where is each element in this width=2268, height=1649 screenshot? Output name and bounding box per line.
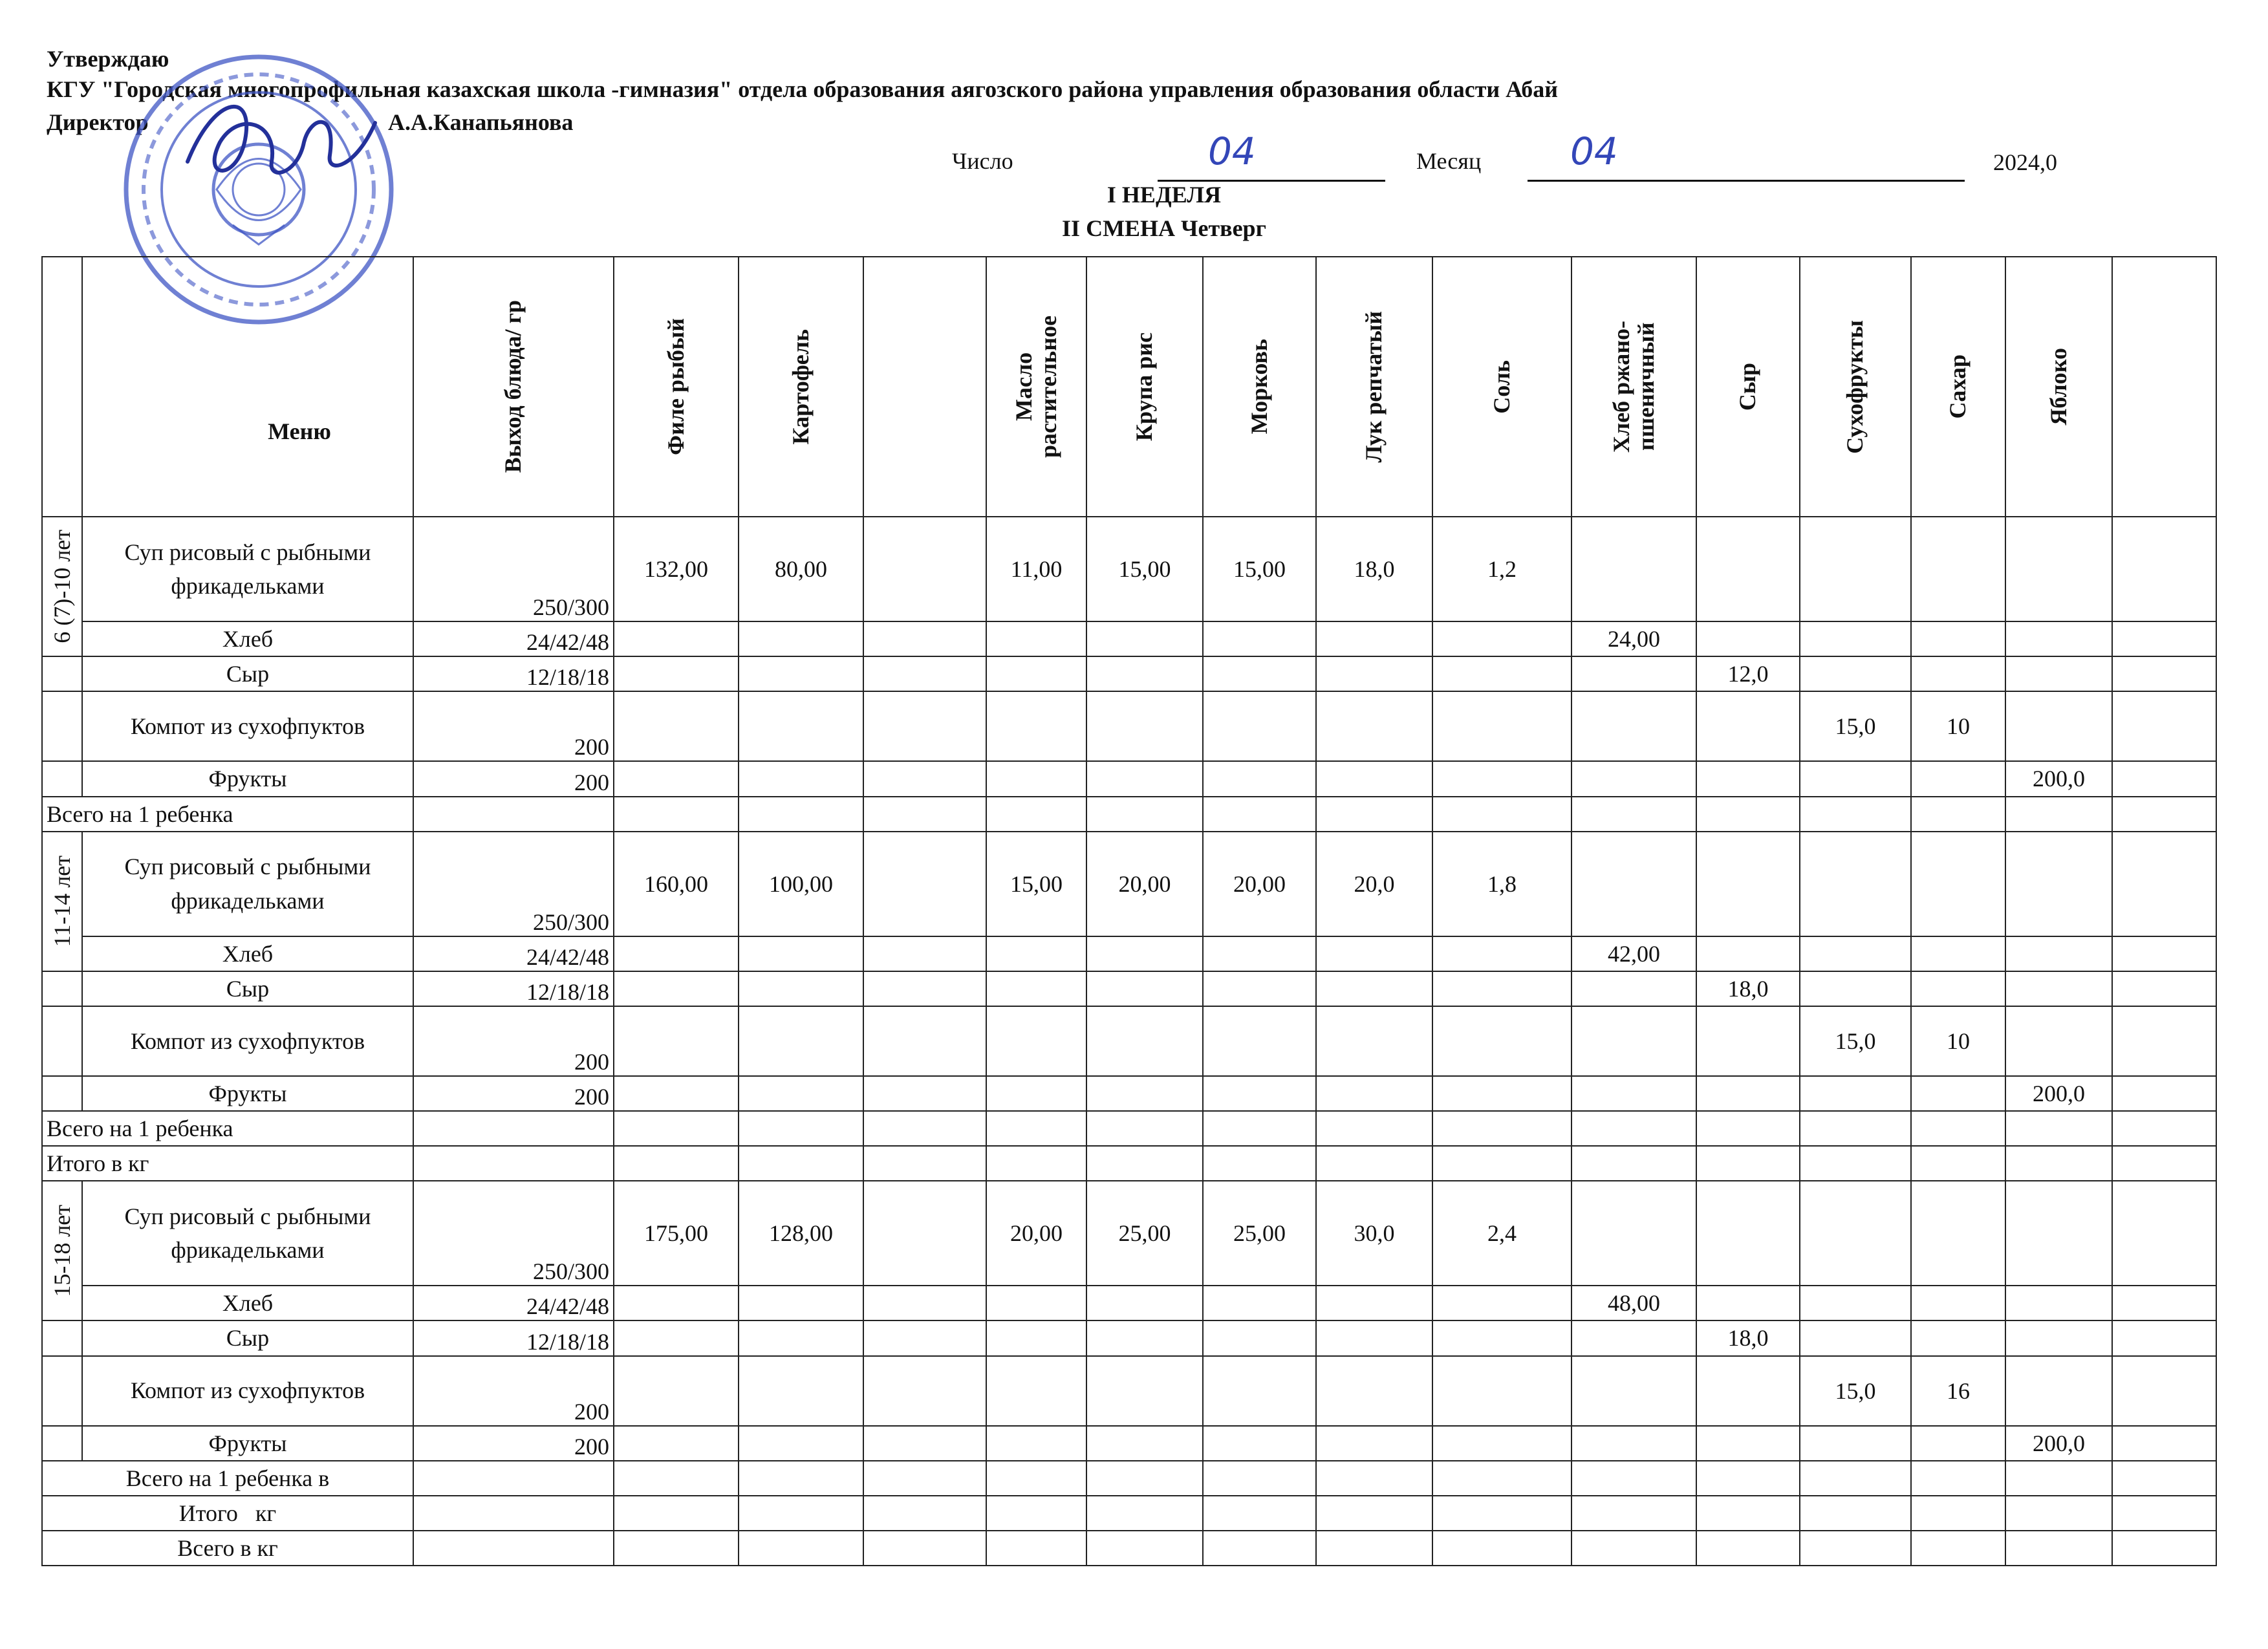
col-vegetable-oil: Масло растительное xyxy=(1010,315,1061,458)
cell-value: 2,4 xyxy=(1432,1181,1571,1286)
cell-value: 15,00 xyxy=(1086,517,1203,621)
table-row xyxy=(42,1461,2216,1496)
table-row xyxy=(42,1286,2216,1320)
dish-output: 200 xyxy=(413,1426,614,1461)
grand-total-kg: Всего в кг xyxy=(42,1531,413,1566)
cell-value: 20,00 xyxy=(1086,832,1203,936)
dish-name: Хлеб xyxy=(82,936,413,971)
col-sugar: Сахар xyxy=(1945,354,1971,419)
table-row xyxy=(42,621,2216,656)
table-row xyxy=(42,761,2216,796)
day-value: 04 xyxy=(1208,129,1256,173)
dish-name: Фрукты xyxy=(82,761,413,796)
dish-name: Сыр xyxy=(82,1320,413,1355)
month-underline xyxy=(1528,180,1965,182)
dish-name: Суп рисовый с рыбными фрикадельками xyxy=(82,517,413,621)
cell-value: 128,00 xyxy=(739,1181,863,1286)
cell-value: 12,0 xyxy=(1696,656,1800,691)
month-value: 04 xyxy=(1570,129,1618,173)
table-row xyxy=(42,1426,2216,1461)
cell-value: 16 xyxy=(1911,1356,2005,1426)
output-header: Выход блюда/ гр xyxy=(500,300,526,473)
cell-value: 10 xyxy=(1911,691,2005,761)
dish-output: 250/300 xyxy=(413,832,614,936)
cell-value: 15,00 xyxy=(986,832,1086,936)
cell-value: 42,00 xyxy=(1571,936,1696,971)
table-row xyxy=(42,1356,2216,1426)
col-cheese: Сыр xyxy=(1734,362,1761,411)
dish-output: 200 xyxy=(413,1076,614,1111)
cell-value: 1,8 xyxy=(1432,832,1571,936)
age-header xyxy=(42,257,82,517)
menu-header: Меню xyxy=(268,418,331,444)
dish-name: Компот из сухофпуктов xyxy=(82,691,413,761)
cell-value: 30,0 xyxy=(1316,1181,1432,1286)
table-row xyxy=(42,691,2216,761)
age-group-label: 15-18 лет xyxy=(49,1204,75,1297)
table-row xyxy=(42,1111,2216,1146)
header-row xyxy=(42,257,2216,517)
dish-name: Сыр xyxy=(82,656,413,691)
cell-value: 200,0 xyxy=(2005,1426,2112,1461)
cell-value: 18,0 xyxy=(1316,517,1432,621)
cell-value: 24,00 xyxy=(1571,621,1696,656)
dish-name: Компот из сухофпуктов xyxy=(82,1006,413,1076)
cell-value: 15,0 xyxy=(1800,1356,1911,1426)
cell-value: 25,00 xyxy=(1203,1181,1316,1286)
total-per-child: Всего на 1 ребенка xyxy=(42,1111,413,1146)
col-fish-fillet: Филе рыбый xyxy=(662,318,689,455)
col-onion: Лук репчатый xyxy=(1361,310,1387,463)
handwritten-signature-icon xyxy=(175,84,388,194)
table-row xyxy=(42,1181,2216,1286)
menu-table xyxy=(41,256,2217,1566)
cell-value: 10 xyxy=(1911,1006,2005,1076)
cell-value: 132,00 xyxy=(614,517,739,621)
cell-value: 15,00 xyxy=(1203,517,1316,621)
col-rice: Крупа рис xyxy=(1131,332,1158,442)
table-row xyxy=(42,517,2216,621)
table-row xyxy=(42,1531,2216,1566)
table-row xyxy=(42,656,2216,691)
cell-value: 200,0 xyxy=(2005,1076,2112,1111)
dish-name: Фрукты xyxy=(82,1076,413,1111)
dish-output: 24/42/48 xyxy=(413,621,614,656)
dish-output: 250/300 xyxy=(413,517,614,621)
cell-value: 11,00 xyxy=(986,517,1086,621)
cell-value: 80,00 xyxy=(739,517,863,621)
dish-output: 24/42/48 xyxy=(413,936,614,971)
table-row xyxy=(42,1076,2216,1111)
col-potato: Картофель xyxy=(787,329,814,445)
cell-value: 175,00 xyxy=(614,1181,739,1286)
dish-name: Компот из сухофпуктов xyxy=(82,1356,413,1426)
month-label: Месяц xyxy=(1416,148,1482,174)
cell-value: 20,0 xyxy=(1316,832,1432,936)
total-kg-footer: Итого кг xyxy=(42,1496,413,1531)
table-row xyxy=(42,936,2216,971)
col-rye-bread: Хлеб ржано-пшеничный xyxy=(1608,320,1659,453)
total-per-child-footer: Всего на 1 ребенка в xyxy=(42,1461,413,1496)
table-row xyxy=(42,832,2216,936)
cell-value: 25,00 xyxy=(1086,1181,1203,1286)
organization-line: КГУ "Городская многопрофильная казахская школа -гимназия" отдела образования аягозского района управления образования области Абай xyxy=(47,76,1559,102)
table-row xyxy=(42,1320,2216,1355)
total-in-kg: Итого в кг xyxy=(42,1146,413,1181)
cell-value: 160,00 xyxy=(614,832,739,936)
cell-value: 18,0 xyxy=(1696,1320,1800,1355)
dish-name: Фрукты xyxy=(82,1426,413,1461)
table-row xyxy=(42,1006,2216,1076)
dish-output: 200 xyxy=(413,761,614,796)
shift-title: II СМЕНА Четверг xyxy=(1062,215,1266,241)
total-per-child: Всего на 1 ребенка xyxy=(42,797,413,832)
cell-value: 1,2 xyxy=(1432,517,1571,621)
dish-output: 200 xyxy=(413,691,614,761)
dish-name: Хлеб xyxy=(82,621,413,656)
table-row xyxy=(42,1496,2216,1531)
dish-name: Суп рисовый с рыбными фрикадельками xyxy=(82,832,413,936)
table-row xyxy=(42,971,2216,1006)
table-row xyxy=(42,1146,2216,1181)
dish-output: 200 xyxy=(413,1006,614,1076)
cell-value: 48,00 xyxy=(1571,1286,1696,1320)
cell-value: 15,0 xyxy=(1800,1006,1911,1076)
dish-output: 12/18/18 xyxy=(413,656,614,691)
dish-output: 200 xyxy=(413,1356,614,1426)
approve-label: Утверждаю xyxy=(47,46,169,72)
cell-value: 20,00 xyxy=(986,1181,1086,1286)
day-label: Число xyxy=(952,148,1013,174)
dish-output: 250/300 xyxy=(413,1181,614,1286)
dish-output: 12/18/18 xyxy=(413,971,614,1006)
col-salt: Соль xyxy=(1488,360,1515,414)
col-apple: Яблоко xyxy=(2045,348,2071,426)
col-carrot: Морковь xyxy=(1246,339,1272,435)
age-group-label: 6 (7)-10 лет xyxy=(49,530,75,643)
cell-value: 100,00 xyxy=(739,832,863,936)
col-dried-fruit: Сухофрукты xyxy=(1842,319,1868,454)
table-row xyxy=(42,797,2216,832)
director-label: Директор xyxy=(47,109,149,135)
dish-output: 12/18/18 xyxy=(413,1320,614,1355)
year-value: 2024,0 xyxy=(1993,149,2057,175)
director-name: А.А.Канапьянова xyxy=(388,109,574,135)
age-group-label: 11-14 лет xyxy=(49,855,75,947)
dish-name: Хлеб xyxy=(82,1286,413,1320)
dish-name: Суп рисовый с рыбными фрикадельками xyxy=(82,1181,413,1286)
cell-value: 15,0 xyxy=(1800,691,1911,761)
cell-value: 18,0 xyxy=(1696,971,1800,1006)
dish-output: 24/42/48 xyxy=(413,1286,614,1320)
dish-name: Сыр xyxy=(82,971,413,1006)
cell-value: 20,00 xyxy=(1203,832,1316,936)
cell-value: 200,0 xyxy=(2005,761,2112,796)
week-title: I НЕДЕЛЯ xyxy=(1107,182,1222,208)
